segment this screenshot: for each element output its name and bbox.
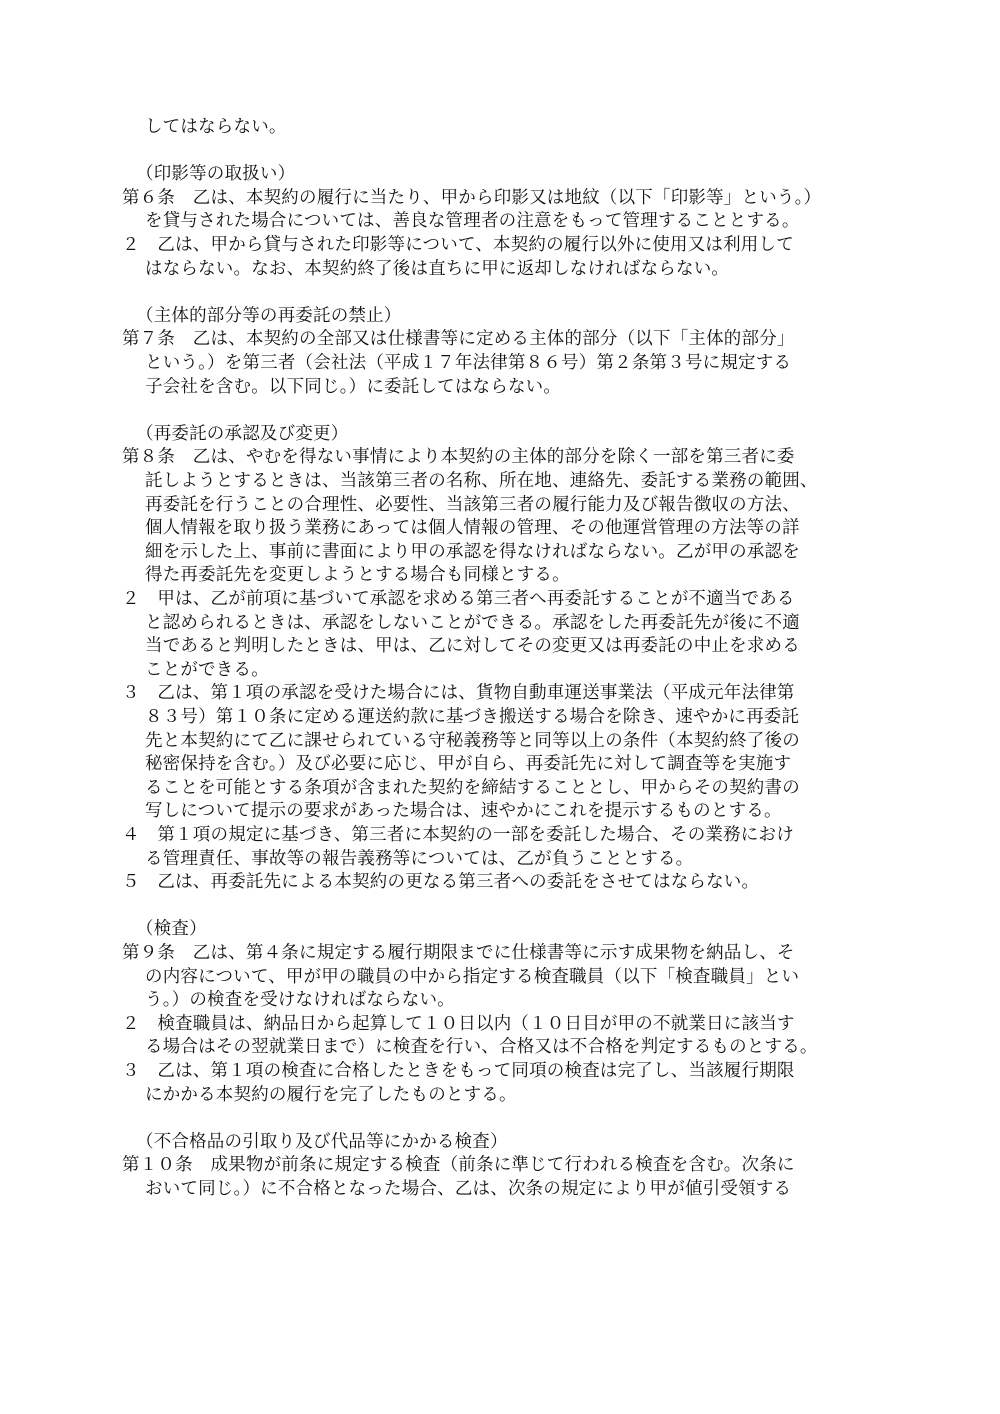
article-heading: （検査）: [136, 919, 207, 940]
paragraph-first-line: 第６条 乙は、本契約の履行に当たり、甲から印影又は地紋（以下「印影等」という。）: [122, 187, 822, 208]
paragraph-line: ることを可能とする条項が含まれた契約を締結することとし、甲からその契約書の: [145, 777, 800, 798]
paragraph-first-line: ４ 第１項の規定に基づき、第三者に本契約の一部を委託した場合、その業務におけ: [122, 825, 794, 845]
paragraph-line: してはならない。: [145, 117, 287, 137]
paragraph-first-line: 第９条 乙は、第４条に規定する履行期限までに仕様書等に示す成果物を納品し、そ: [122, 943, 795, 963]
paragraph-first-line: ２ 甲は、乙が前項に基づいて承認を求める第三者へ再委託することが不適当である: [122, 589, 795, 609]
paragraph-line: はならない。なお、本契約終了後は直ちに甲に返却しなければならない。: [145, 258, 730, 279]
paragraph-line: という。）を第三者（会社法（平成１７年法律第８６号）第２条第３号に規定する: [145, 353, 792, 373]
paragraph-line: 個人情報を取り扱う業務にあっては個人情報の管理、その他運営管理の方法等の詳: [145, 518, 800, 539]
paragraph-line: 子会社を含む。以下同じ。）に委託してはならない。: [145, 376, 562, 397]
article-heading: （再委託の承認及び変更）: [136, 423, 349, 444]
paragraph-line: る管理責任、事故等の報告義務等については、乙が負うこととする。: [145, 848, 694, 869]
paragraph-line: う。）の検査を受けなければならない。: [145, 990, 455, 1011]
paragraph-first-line: ２ 検査職員は、納品日から起算して１０日以内（１０日目が甲の不就業日に該当す: [122, 1013, 795, 1034]
paragraph-line: 託しようとするときは、当該第三者の名称、所在地、連絡先、委託する業務の範囲、: [145, 471, 818, 491]
paragraph-first-line: ５ 乙は、再委託先による本契約の更なる第三者への委託をさせてはならない。: [122, 872, 760, 893]
paragraph-line: ことができる。: [145, 659, 269, 680]
paragraph-first-line: ２ 乙は、甲から貸与された印影等について、本契約の履行以外に使用又は利用して: [122, 235, 794, 255]
paragraph-first-line: 第１０条 成果物が前条に規定する検査（前条に準じて行われる検査を含む。次条に: [122, 1155, 795, 1176]
paragraph-first-line: 第７条 乙は、本契約の全部又は仕様書等に定める主体的部分（以下「主体的部分」: [122, 329, 795, 350]
paragraph-first-line: ３ 乙は、第１項の承認を受けた場合には、貨物自動車運送事業法（平成元年法律第: [122, 683, 795, 704]
paragraph-line: おいて同じ。）に不合格となった場合、乙は、次条の規定により甲が値引受領する: [145, 1179, 792, 1199]
paragraph-line: 当であると判明したときは、甲は、乙に対してその変更又は再委託の中止を求める: [145, 636, 800, 657]
paragraph-line: を貸与された場合については、善良な管理者の注意をもって管理することとする。: [145, 211, 800, 232]
article-heading: （主体的部分等の再委託の禁止）: [136, 305, 402, 326]
paragraph-first-line: 第８条 乙は、やむを得ない事情により本契約の主体的部分を除く一部を第三者に委: [122, 447, 795, 468]
paragraph-line: 細を示した上、事前に書面により甲の承認を得なければならない。乙が甲の承認を: [145, 541, 800, 562]
paragraph-line: と認められるときは、承認をしないことができる。承認をした再委託先が後に不適: [145, 612, 800, 633]
paragraph-first-line: ３ 乙は、第１項の検査に合格したときをもって同項の検査は完了し、当該履行期限: [122, 1061, 795, 1081]
paragraph-line: る場合はその翌就業日まで）に検査を行い、合格又は不合格を判定するものとする。: [145, 1037, 818, 1058]
paragraph-line: ８３号）第１０条に定める運送約款に基づき搬送する場合を除き、速やかに再委託: [145, 707, 800, 727]
article-heading: （不合格品の引取り及び代品等にかかる検査）: [136, 1131, 508, 1152]
paragraph-line: 再委託を行うことの合理性、必要性、当該第三者の履行能力及び報告徴収の方法、: [145, 494, 800, 515]
paragraph-line: の内容について、甲が甲の職員の中から指定する検査職員（以下「検査職員」とい: [145, 966, 800, 987]
paragraph-line: 先と本契約にて乙に課せられている守秘義務等と同等以上の条件（本契約終了後の: [145, 730, 800, 751]
paragraph-line: 得た再委託先を変更しようとする場合も同様とする。: [145, 565, 570, 586]
paragraph-line: 写しについて提示の要求があった場合は、速やかにこれを提示するものとする。: [145, 801, 782, 822]
article-heading: （印影等の取扱い）: [136, 164, 296, 185]
paragraph-line: 秘密保持を含む。）及び必要に応じ、甲が自ら、再委託先に対して調査等を実施す: [145, 754, 792, 775]
paragraph-line: にかかる本契約の履行を完了したものとする。: [145, 1084, 517, 1105]
